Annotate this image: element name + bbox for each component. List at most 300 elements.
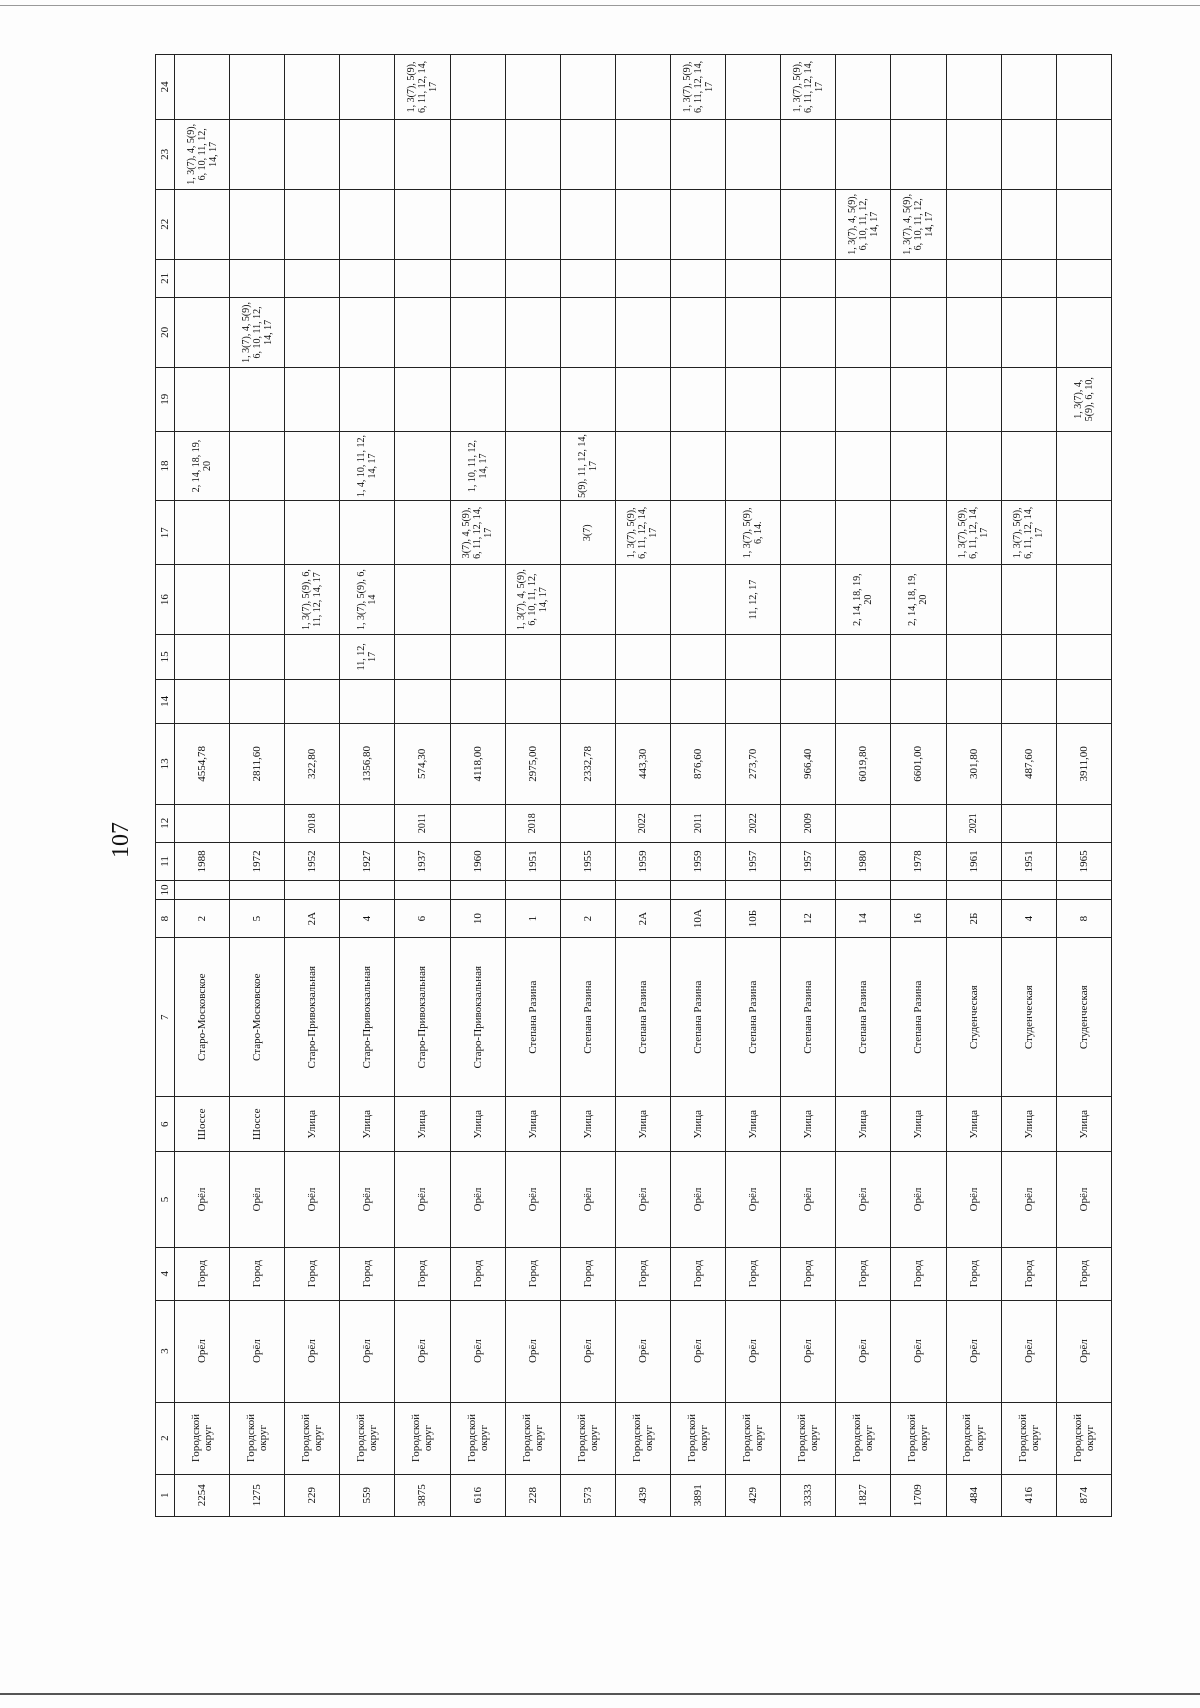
cell-c20	[836, 297, 891, 367]
cell-settlement: Орёл	[505, 1300, 560, 1402]
cell-street_type: Улица	[1001, 1097, 1056, 1152]
cell-settlement: Орёл	[395, 1300, 450, 1402]
cell-c20	[175, 297, 230, 367]
cell-c19	[891, 367, 946, 431]
cell-c23	[781, 119, 836, 189]
top-rule	[0, 5, 1200, 6]
cell-c24	[836, 55, 891, 120]
cell-c17: 3(7), 4, 5(9), 6, 11, 12, 14, 17	[450, 501, 505, 565]
cell-area: 322,80	[285, 724, 340, 805]
cell-c14	[891, 679, 946, 724]
table-row	[670, 55, 725, 1517]
cell-c23	[615, 119, 670, 189]
cell-c22	[670, 189, 725, 259]
cell-c17	[285, 501, 340, 565]
cell-c24: 1, 3(7), 5(9), 6, 11, 12, 14, 17	[670, 55, 725, 120]
cell-c22	[726, 189, 781, 259]
cell-c18	[1001, 431, 1056, 501]
cell-c22	[1001, 189, 1056, 259]
cell-c14	[836, 679, 891, 724]
table-row	[450, 55, 505, 1517]
cell-c24	[726, 55, 781, 120]
cell-street_type: Улица	[395, 1097, 450, 1152]
cell-settlement: Орёл	[560, 1300, 615, 1402]
cell-c17	[1056, 501, 1111, 565]
column-header: 23	[156, 119, 175, 189]
cell-street: Старо-Привокзальная	[285, 938, 340, 1097]
cell-c22	[230, 189, 285, 259]
cell-c17	[781, 501, 836, 565]
cell-street_type: Улица	[450, 1097, 505, 1152]
table-row	[726, 55, 781, 1517]
cell-c20	[505, 297, 560, 367]
column-header: 4	[156, 1247, 175, 1300]
cell-c18	[836, 431, 891, 501]
cell-c19	[505, 367, 560, 431]
cell-street: Степана Разина	[726, 938, 781, 1097]
column-header: 21	[156, 259, 175, 297]
cell-c14	[340, 679, 395, 724]
cell-c18: 1, 4, 10, 11, 12, 14, 17	[340, 431, 395, 501]
cell-c20	[1001, 297, 1056, 367]
table-body	[175, 55, 1112, 1517]
cell-house: 8	[1056, 900, 1111, 938]
column-header: 20	[156, 297, 175, 367]
cell-c10	[726, 880, 781, 899]
cell-street_type: Улица	[560, 1097, 615, 1152]
cell-c16: 2, 14, 18, 19, 20	[891, 565, 946, 635]
cell-c21	[615, 259, 670, 297]
cell-c18	[395, 431, 450, 501]
cell-c20	[891, 297, 946, 367]
cell-locality: Орёл	[836, 1152, 891, 1247]
cell-type: Городской округ	[781, 1402, 836, 1474]
cell-street: Степана Разина	[615, 938, 670, 1097]
cell-c24	[450, 55, 505, 120]
cell-type: Городской округ	[891, 1402, 946, 1474]
cell-c17: 3(7)	[560, 501, 615, 565]
cell-c10	[175, 880, 230, 899]
cell-c15	[450, 635, 505, 680]
cell-c12	[1056, 804, 1111, 842]
cell-c21	[560, 259, 615, 297]
cell-year: 1960	[450, 842, 505, 880]
table-row	[836, 55, 891, 1517]
cell-c22	[505, 189, 560, 259]
cell-c15	[230, 635, 285, 680]
cell-c10	[781, 880, 836, 899]
cell-c14	[946, 679, 1001, 724]
cell-c23	[891, 119, 946, 189]
cell-c17: 1, 3(7), 5(9), 6, 11, 12, 14, 17	[946, 501, 1001, 565]
cell-id: 2254	[175, 1474, 230, 1516]
cell-house: 10Б	[726, 900, 781, 938]
cell-kind: Город	[450, 1247, 505, 1300]
cell-c19	[560, 367, 615, 431]
cell-area: 2975,00	[505, 724, 560, 805]
cell-house: 6	[395, 900, 450, 938]
cell-c16	[450, 565, 505, 635]
cell-street_type: Улица	[1056, 1097, 1111, 1152]
cell-c22	[175, 189, 230, 259]
cell-c12: 2009	[781, 804, 836, 842]
cell-house: 12	[781, 900, 836, 938]
cell-locality: Орёл	[560, 1152, 615, 1247]
cell-c16: 11, 12, 17	[726, 565, 781, 635]
cell-c19	[230, 367, 285, 431]
cell-c12	[1001, 804, 1056, 842]
cell-c23	[230, 119, 285, 189]
cell-c16	[1056, 565, 1111, 635]
cell-c20	[1056, 297, 1111, 367]
cell-locality: Орёл	[505, 1152, 560, 1247]
cell-street: Степана Разина	[836, 938, 891, 1097]
cell-c23	[450, 119, 505, 189]
table-row	[505, 55, 560, 1517]
cell-street: Степана Разина	[670, 938, 725, 1097]
cell-type: Городской округ	[175, 1402, 230, 1474]
cell-area: 6601,00	[891, 724, 946, 805]
cell-street_type: Улица	[615, 1097, 670, 1152]
cell-c15	[781, 635, 836, 680]
cell-street_type: Улица	[505, 1097, 560, 1152]
cell-c22: 1, 3(7), 4, 5(9), 6, 10, 11, 12, 14, 17	[891, 189, 946, 259]
cell-settlement: Орёл	[175, 1300, 230, 1402]
cell-house: 10А	[670, 900, 725, 938]
cell-c24	[615, 55, 670, 120]
cell-c15	[395, 635, 450, 680]
table-row	[285, 55, 340, 1517]
cell-id: 3875	[395, 1474, 450, 1516]
cell-c15: 11, 12, 17	[340, 635, 395, 680]
cell-c16	[230, 565, 285, 635]
cell-area: 301,80	[946, 724, 1001, 805]
cell-c10	[891, 880, 946, 899]
cell-type: Городской округ	[285, 1402, 340, 1474]
column-header: 13	[156, 724, 175, 805]
table-row	[891, 55, 946, 1517]
cell-locality: Орёл	[175, 1152, 230, 1247]
cell-street_type: Улица	[836, 1097, 891, 1152]
cell-c20	[285, 297, 340, 367]
table-row	[1001, 55, 1056, 1517]
cell-street: Старо-Московское	[230, 938, 285, 1097]
cell-id: 1275	[230, 1474, 285, 1516]
cell-id: 573	[560, 1474, 615, 1516]
cell-locality: Орёл	[1001, 1152, 1056, 1247]
cell-c24	[285, 55, 340, 120]
cell-c16	[615, 565, 670, 635]
cell-area: 6019,80	[836, 724, 891, 805]
cell-c15	[1056, 635, 1111, 680]
cell-c22	[1056, 189, 1111, 259]
cell-c22	[395, 189, 450, 259]
cell-c14	[1056, 679, 1111, 724]
cell-c17	[505, 501, 560, 565]
cell-c24: 1, 3(7), 5(9), 6, 11, 12, 14, 17	[781, 55, 836, 120]
rotated-table-wrapper	[155, 54, 1110, 1517]
cell-c24: 1, 3(7), 5(9), 6, 11, 12, 14, 17	[395, 55, 450, 120]
cell-c17: 1, 3(7), 5(9), 6, 14.	[726, 501, 781, 565]
cell-c18	[670, 431, 725, 501]
cell-locality: Орёл	[450, 1152, 505, 1247]
cell-street_type: Улица	[285, 1097, 340, 1152]
cell-area: 3911,00	[1056, 724, 1111, 805]
cell-kind: Город	[395, 1247, 450, 1300]
cell-c21	[726, 259, 781, 297]
cell-house: 2Б	[946, 900, 1001, 938]
cell-type: Городской округ	[726, 1402, 781, 1474]
cell-house: 4	[1001, 900, 1056, 938]
cell-c16	[781, 565, 836, 635]
cell-c14	[1001, 679, 1056, 724]
cell-c22	[946, 189, 1001, 259]
cell-street_type: Улица	[946, 1097, 1001, 1152]
cell-kind: Город	[230, 1247, 285, 1300]
column-header: 14	[156, 679, 175, 724]
cell-settlement: Орёл	[836, 1300, 891, 1402]
cell-c16: 1, 3(7), 5(9), 6, 11, 12, 14, 17	[285, 565, 340, 635]
cell-year: 1952	[285, 842, 340, 880]
cell-c14	[175, 679, 230, 724]
cell-area: 1356,80	[340, 724, 395, 805]
cell-house: 2	[175, 900, 230, 938]
cell-year: 1961	[946, 842, 1001, 880]
cell-street: Степана Разина	[560, 938, 615, 1097]
cell-c22	[340, 189, 395, 259]
cell-c17	[395, 501, 450, 565]
cell-c18	[726, 431, 781, 501]
cell-year: 1959	[670, 842, 725, 880]
cell-c17	[670, 501, 725, 565]
bottom-rule	[0, 1693, 1200, 1695]
cell-area: 487,60	[1001, 724, 1056, 805]
cell-type: Городской округ	[1001, 1402, 1056, 1474]
cell-c20	[726, 297, 781, 367]
cell-c10	[230, 880, 285, 899]
cell-c14	[450, 679, 505, 724]
cell-c12: 2022	[615, 804, 670, 842]
cell-c14	[781, 679, 836, 724]
cell-area: 4554,78	[175, 724, 230, 805]
cell-c14	[726, 679, 781, 724]
cell-c12	[836, 804, 891, 842]
cell-c16: 1, 3(7), 5(9), 6, 14	[340, 565, 395, 635]
cell-c17: 1, 3(7), 5(9), 6, 11, 12, 14, 17	[615, 501, 670, 565]
cell-street_type: Шоссе	[230, 1097, 285, 1152]
cell-c14	[560, 679, 615, 724]
cell-year: 1965	[1056, 842, 1111, 880]
cell-c18	[285, 431, 340, 501]
cell-c15	[891, 635, 946, 680]
cell-c21	[395, 259, 450, 297]
cell-street_type: Улица	[891, 1097, 946, 1152]
cell-kind: Город	[285, 1247, 340, 1300]
data-table	[155, 54, 1112, 1517]
cell-c16: 1, 3(7), 4, 5(9), 6, 10, 11, 12, 14, 17	[505, 565, 560, 635]
cell-c24	[505, 55, 560, 120]
column-header: 18	[156, 431, 175, 501]
cell-year: 1951	[1001, 842, 1056, 880]
cell-locality: Орёл	[285, 1152, 340, 1247]
cell-id: 1709	[891, 1474, 946, 1516]
column-header: 2	[156, 1402, 175, 1474]
cell-locality: Орёл	[726, 1152, 781, 1247]
cell-settlement: Орёл	[615, 1300, 670, 1402]
column-header: 8	[156, 900, 175, 938]
cell-c23	[670, 119, 725, 189]
cell-c19	[615, 367, 670, 431]
cell-settlement: Орёл	[230, 1300, 285, 1402]
cell-c12: 2022	[726, 804, 781, 842]
cell-c23	[340, 119, 395, 189]
cell-year: 1937	[395, 842, 450, 880]
cell-c23	[946, 119, 1001, 189]
column-header: 17	[156, 501, 175, 565]
cell-settlement: Орёл	[891, 1300, 946, 1402]
cell-type: Городской округ	[505, 1402, 560, 1474]
cell-area: 2811,60	[230, 724, 285, 805]
cell-street: Старо-Московское	[175, 938, 230, 1097]
cell-street: Степана Разина	[781, 938, 836, 1097]
cell-street: Старо-Привокзальная	[340, 938, 395, 1097]
cell-c17	[175, 501, 230, 565]
cell-type: Городской округ	[340, 1402, 395, 1474]
cell-house: 2А	[285, 900, 340, 938]
cell-type: Городской округ	[560, 1402, 615, 1474]
column-header: 12	[156, 804, 175, 842]
cell-c10	[340, 880, 395, 899]
cell-c18	[891, 431, 946, 501]
cell-c18: 5(9), 11, 12, 14, 17	[560, 431, 615, 501]
cell-c16	[1001, 565, 1056, 635]
cell-c16	[946, 565, 1001, 635]
cell-area: 574,30	[395, 724, 450, 805]
cell-house: 5	[230, 900, 285, 938]
cell-c10	[670, 880, 725, 899]
cell-type: Городской округ	[615, 1402, 670, 1474]
table-row	[395, 55, 450, 1517]
cell-locality: Орёл	[230, 1152, 285, 1247]
cell-settlement: Орёл	[726, 1300, 781, 1402]
cell-settlement: Орёл	[946, 1300, 1001, 1402]
column-header: 15	[156, 635, 175, 680]
cell-year: 1959	[615, 842, 670, 880]
cell-type: Городской округ	[946, 1402, 1001, 1474]
cell-id: 1827	[836, 1474, 891, 1516]
cell-c10	[450, 880, 505, 899]
cell-c23	[560, 119, 615, 189]
cell-type: Городской округ	[230, 1402, 285, 1474]
cell-c24	[1001, 55, 1056, 120]
cell-id: 439	[615, 1474, 670, 1516]
cell-kind: Город	[505, 1247, 560, 1300]
cell-c19	[670, 367, 725, 431]
cell-street: Старо-Привокзальная	[450, 938, 505, 1097]
cell-area: 273,70	[726, 724, 781, 805]
cell-street: Старо-Привокзальная	[395, 938, 450, 1097]
cell-c24	[175, 55, 230, 120]
cell-c15	[505, 635, 560, 680]
cell-c21	[175, 259, 230, 297]
cell-c10	[615, 880, 670, 899]
table-row	[175, 55, 230, 1517]
cell-c16: 2, 14, 18, 19, 20	[836, 565, 891, 635]
cell-c23	[1001, 119, 1056, 189]
cell-locality: Орёл	[340, 1152, 395, 1247]
cell-c21	[230, 259, 285, 297]
cell-kind: Город	[340, 1247, 395, 1300]
cell-c22	[285, 189, 340, 259]
cell-c10	[946, 880, 1001, 899]
cell-street_type: Улица	[781, 1097, 836, 1152]
cell-id: 416	[1001, 1474, 1056, 1516]
cell-c19	[340, 367, 395, 431]
column-header: 10	[156, 880, 175, 899]
cell-c12	[230, 804, 285, 842]
cell-c21	[1001, 259, 1056, 297]
cell-c15	[726, 635, 781, 680]
cell-c18	[505, 431, 560, 501]
cell-c24	[1056, 55, 1111, 120]
cell-street: Студенческая	[1001, 938, 1056, 1097]
cell-c15	[836, 635, 891, 680]
cell-house: 16	[891, 900, 946, 938]
cell-type: Городской округ	[395, 1402, 450, 1474]
cell-settlement: Орёл	[1001, 1300, 1056, 1402]
cell-id: 874	[1056, 1474, 1111, 1516]
cell-type: Городской округ	[1056, 1402, 1111, 1474]
cell-c15	[560, 635, 615, 680]
cell-locality: Орёл	[891, 1152, 946, 1247]
cell-c24	[340, 55, 395, 120]
cell-c10	[505, 880, 560, 899]
cell-c21	[836, 259, 891, 297]
cell-id: 3891	[670, 1474, 725, 1516]
cell-c21	[946, 259, 1001, 297]
cell-c19	[726, 367, 781, 431]
cell-street_type: Улица	[340, 1097, 395, 1152]
cell-year: 1927	[340, 842, 395, 880]
cell-c12: 2018	[505, 804, 560, 842]
cell-c20	[560, 297, 615, 367]
cell-c15	[615, 635, 670, 680]
cell-house: 1	[505, 900, 560, 938]
cell-locality: Орёл	[615, 1152, 670, 1247]
cell-c20	[946, 297, 1001, 367]
cell-c18	[946, 431, 1001, 501]
cell-c19	[781, 367, 836, 431]
cell-id: 429	[726, 1474, 781, 1516]
cell-kind: Город	[560, 1247, 615, 1300]
cell-c18	[781, 431, 836, 501]
cell-c21	[670, 259, 725, 297]
table-row	[340, 55, 395, 1517]
column-header: 5	[156, 1152, 175, 1247]
cell-id: 616	[450, 1474, 505, 1516]
cell-settlement: Орёл	[450, 1300, 505, 1402]
cell-year: 1957	[726, 842, 781, 880]
cell-c19	[1001, 367, 1056, 431]
cell-settlement: Орёл	[781, 1300, 836, 1402]
cell-locality: Орёл	[395, 1152, 450, 1247]
cell-house: 4	[340, 900, 395, 938]
table-row	[1056, 55, 1111, 1517]
cell-locality: Орёл	[781, 1152, 836, 1247]
cell-id: 484	[946, 1474, 1001, 1516]
cell-c23	[395, 119, 450, 189]
cell-type: Городской округ	[450, 1402, 505, 1474]
